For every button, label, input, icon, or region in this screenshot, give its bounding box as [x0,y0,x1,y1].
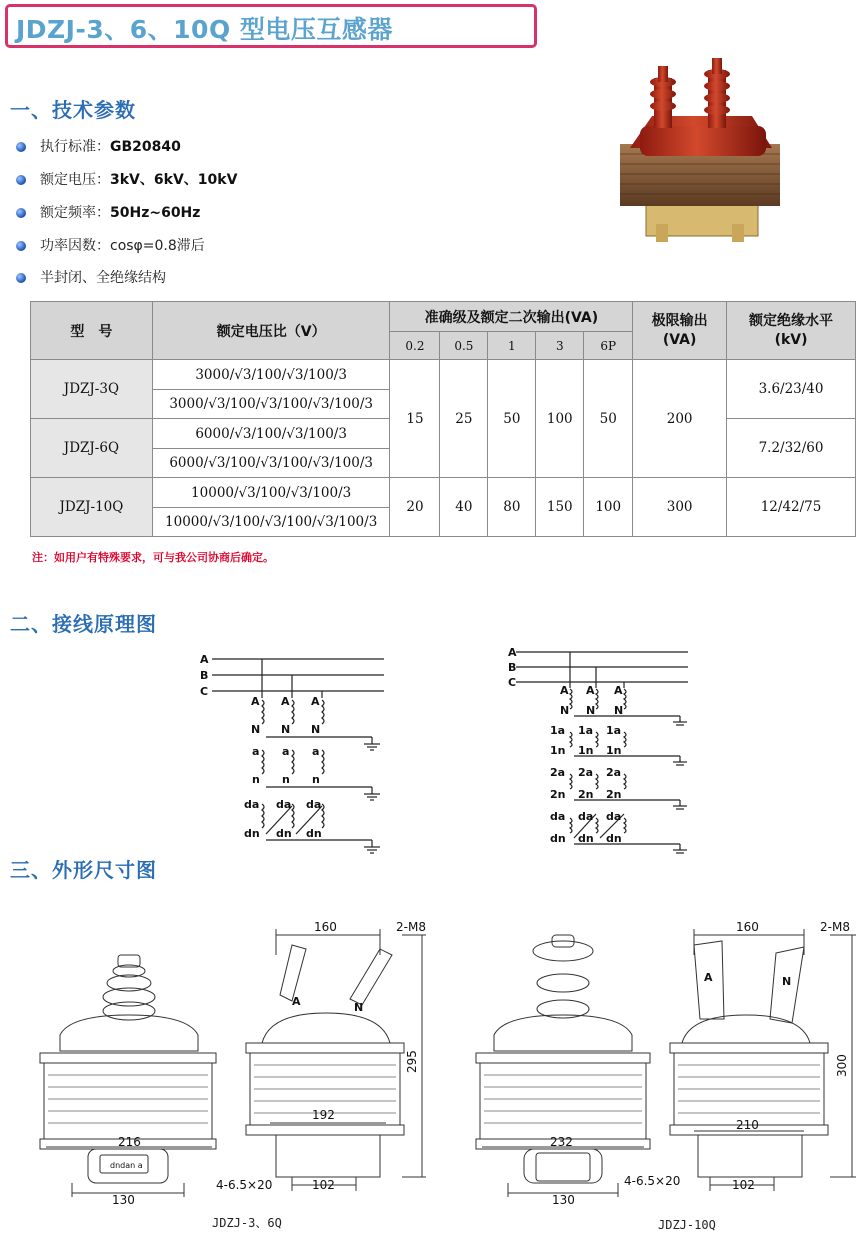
section-heading-tech: 一、技术参数 [10,98,136,122]
dim-base-width: 216 [118,1135,141,1149]
terminal-label: n [312,773,320,786]
header-class: 0.2 [390,332,440,360]
spec-table [30,301,856,537]
terminal-label: da [578,810,594,823]
terminal-label: 1n [578,744,594,757]
terminal-label: 1n [606,744,622,757]
terminal-label: N [586,704,596,717]
terminal-label: dn [550,832,566,845]
dim-hole: 4-6.5×20 [624,1174,681,1188]
spec-item-power-factor: 功率因数：cosφ=0.8滞后 [40,238,205,254]
terminal-label: 1n [550,744,566,757]
terminal-label: 2n [550,788,566,801]
header-accuracy: 准确级及额定二次输出(VA) [390,302,633,332]
phase-label: C [508,676,517,689]
output-cell: 80 [488,478,536,537]
dim-base-width: 232 [550,1135,573,1149]
model-cell: JDZJ-3Q [31,360,153,419]
terminal-label: da [276,798,292,811]
caption-small: JDZJ-3、6Q [212,1216,282,1230]
terminal-label: dn [276,827,292,840]
ratio-cell: 3000/√3/100/√3/100/3 [152,360,390,390]
header-class: 3 [536,332,584,360]
terminal-label: N [614,704,624,717]
ratio-cell: 10000/√3/100/√3/100/3 [152,478,390,508]
terminal-label: 1a [550,724,566,737]
output-cell: 150 [536,478,584,537]
dim-thread: 2-M8 [396,920,426,934]
header-class: 1 [488,332,536,360]
phase-a-label: A [704,971,713,984]
terminal-label: da [306,798,322,811]
output-cell: 25 [440,360,488,478]
spec-item-voltage: 额定电压：3kV、6kV、10kV [40,172,238,188]
terminal-label: da [606,810,622,823]
wiring-diagram-2 [500,642,700,856]
caption-large: JDZJ-10Q [658,1218,716,1232]
dimension-drawing-large [474,915,860,1205]
terminal-label: A [586,684,595,697]
header-ratio: 额定电压比（V） [152,302,390,360]
phase-label: C [200,685,209,698]
product-photo [612,52,788,248]
dim-height: 295 [405,1050,419,1073]
header-limit: 极限输出 (VA) [633,302,727,360]
spec-item-frequency: 额定频率：50Hz~60Hz [40,205,201,221]
header-class: 6P [584,332,633,360]
terminal-label: a [252,745,260,758]
dim-foot-spacing: 102 [732,1178,755,1192]
output-cell: 50 [488,360,536,478]
output-cell: 100 [584,478,633,537]
bullet-icon [16,208,26,218]
terminal-label: A [311,695,320,708]
section-heading-dims: 三、外形尺寸图 [10,858,157,882]
terminal-label: 2n [606,788,622,801]
insulation-cell: 12/42/75 [727,478,856,537]
phase-n-label: N [354,1001,364,1014]
ratio-cell: 6000/√3/100/√3/100/3 [152,419,390,449]
terminal-label: a [312,745,320,758]
output-cell: 40 [440,478,488,537]
terminal-label: dn [578,832,594,845]
spec-item-structure: 半封闭、全绝缘结构 [40,270,166,286]
terminal-label: N [251,723,261,736]
dim-height: 300 [835,1054,849,1077]
dim-thread: 2-M8 [820,920,850,934]
output-cell: 15 [390,360,440,478]
terminal-label: N [281,723,291,736]
bullet-icon [16,241,26,251]
phase-label: B [200,669,209,682]
dimension-drawing-small [30,915,430,1205]
terminal-label: dn [306,827,322,840]
ratio-cell: 10000/√3/100/√3/100/√3/100/3 [152,508,390,537]
dim-mount-spacing: 130 [552,1193,575,1205]
terminal-label: dn [606,832,622,845]
terminal-label: da [550,810,566,823]
insulation-cell: 7.2/32/60 [727,419,856,478]
dim-core-width: 192 [312,1108,335,1122]
header-class: 0.5 [440,332,488,360]
table-note: 注：如用户有特殊要求，可与我公司协商后确定。 [32,551,274,564]
phase-label: A [508,646,517,659]
terminal-label: 2a [606,766,622,779]
terminal-label: A [614,684,623,697]
terminal-label: A [251,695,260,708]
phase-a-label: A [292,995,301,1008]
limit-cell: 200 [633,360,727,478]
limit-cell: 300 [633,478,727,537]
terminal-label: 2a [550,766,566,779]
phase-n-label: N [782,975,792,988]
terminal-label: dn [244,827,260,840]
dim-foot-spacing: 102 [312,1178,335,1192]
dim-top-spacing: 160 [736,920,759,934]
phase-label: B [508,661,517,674]
output-cell: 100 [536,360,584,478]
terminal-label: n [252,773,260,786]
dim-core-width: 210 [736,1118,759,1132]
ratio-cell: 6000/√3/100/√3/100/√3/100/3 [152,449,390,478]
header-model: 型 号 [31,302,153,360]
terminal-label: N [560,704,570,717]
insulation-cell: 3.6/23/40 [727,360,856,419]
bullet-icon [16,273,26,283]
terminal-label: n [282,773,290,786]
output-cell: 50 [584,360,633,478]
terminal-label: A [281,695,290,708]
model-cell: JDZJ-6Q [31,419,153,478]
dim-hole: 4-6.5×20 [216,1178,273,1192]
header-insulation: 额定绝缘水平 (kV) [727,302,856,360]
terminal-label: da [244,798,260,811]
spec-item-standard: 执行标准：GB20840 [40,139,181,155]
output-cell: 20 [390,478,440,537]
terminal-label: 2n [578,788,594,801]
terminal-label: 1a [578,724,594,737]
dim-top-spacing: 160 [314,920,337,934]
page-title: JDZJ-3、6、10Q 型电压互感器 [16,15,393,44]
bullet-icon [16,175,26,185]
section-heading-wiring: 二、接线原理图 [10,612,157,636]
terminal-label: a [282,745,290,758]
dim-mount-spacing: 130 [112,1193,135,1205]
phase-label: A [200,653,209,666]
bullet-icon [16,142,26,152]
ratio-cell: 3000/√3/100/√3/100/√3/100/3 [152,390,390,419]
terminal-label: 2a [578,766,594,779]
wiring-diagram-1 [196,648,396,856]
terminal-label: N [311,723,321,736]
terminal-label: dndan a [110,1161,143,1170]
terminal-label: A [560,684,569,697]
model-cell: JDZJ-10Q [31,478,153,537]
terminal-label: 1a [606,724,622,737]
